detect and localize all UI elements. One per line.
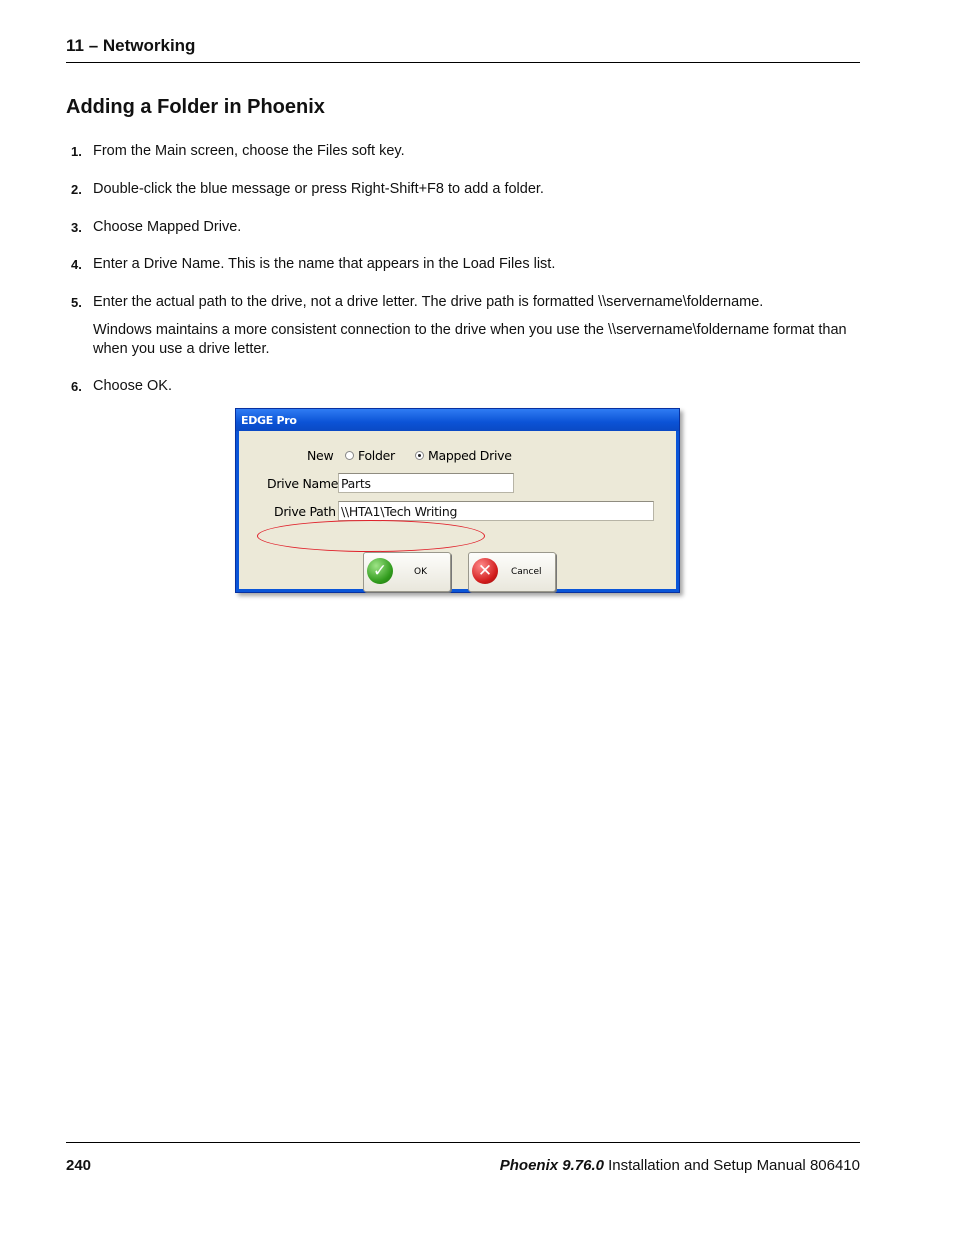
- step-text: Choose Mapped Drive.: [93, 219, 242, 235]
- drive-path-label: Drive Path: [274, 504, 336, 519]
- step-text: Enter the actual path to the drive, not a drive letter. The drive path is formatted \\servername\foldername.: [93, 294, 764, 310]
- folder-radio[interactable]: [345, 451, 354, 460]
- drive-path-field[interactable]: \\HTA1\Tech Writing: [338, 501, 654, 521]
- section-title: Adding a Folder in Phoenix: [66, 96, 325, 118]
- step-text: Choose OK.: [93, 378, 172, 394]
- mapped-drive-radio-label[interactable]: Mapped Drive: [428, 448, 512, 463]
- dialog-title: EDGE Pro: [241, 414, 297, 427]
- running-header: [66, 36, 860, 63]
- cancel-x-icon: ✕: [472, 558, 498, 584]
- drive-name-field[interactable]: Parts: [338, 473, 514, 493]
- step-number: 6.: [71, 379, 82, 394]
- step-number: 1.: [71, 144, 82, 159]
- drive-path-highlight-ellipse: [257, 520, 485, 552]
- cancel-button-label: Cancel: [511, 567, 542, 577]
- mapped-drive-radio[interactable]: [415, 451, 424, 460]
- manual-title: Installation and Setup Manual: [608, 1157, 806, 1174]
- step-number: 4.: [71, 257, 82, 272]
- step-number: 5.: [71, 295, 82, 310]
- chapter-heading: 11 – Networking: [66, 36, 196, 55]
- step-text: Double-click the blue message or press Right-Shift+F8 to add a folder.: [93, 181, 544, 197]
- product-name: Phoenix 9.76.0: [499, 1157, 604, 1174]
- step-text: From the Main screen, choose the Files soft key.: [93, 143, 405, 159]
- footer-rule: [66, 1142, 860, 1143]
- cancel-button[interactable]: [468, 552, 556, 592]
- step-5-note: Windows maintains a more consistent connection to the drive when you use the \\servername\foldername format than when you use a drive letter.: [93, 322, 847, 357]
- folder-radio-label[interactable]: Folder: [358, 448, 395, 463]
- manual-reference: [500, 1157, 860, 1174]
- dialog-titlebar[interactable]: [236, 409, 679, 431]
- step-text: Enter a Drive Name. This is the name that appears in the Load Files list.: [93, 256, 556, 272]
- drive-name-label: Drive Name: [267, 476, 339, 491]
- new-label: New: [307, 448, 334, 463]
- dialog-body: [239, 431, 676, 589]
- ok-button-label: OK: [414, 567, 427, 577]
- step-number: 3.: [71, 220, 82, 235]
- document-number: 806410: [809, 1157, 860, 1174]
- checkmark-icon: ✓: [367, 558, 393, 584]
- step-number: 2.: [71, 182, 82, 197]
- page-number: 240: [66, 1157, 92, 1174]
- edge-pro-dialog: [235, 408, 680, 593]
- ok-button[interactable]: [363, 552, 451, 592]
